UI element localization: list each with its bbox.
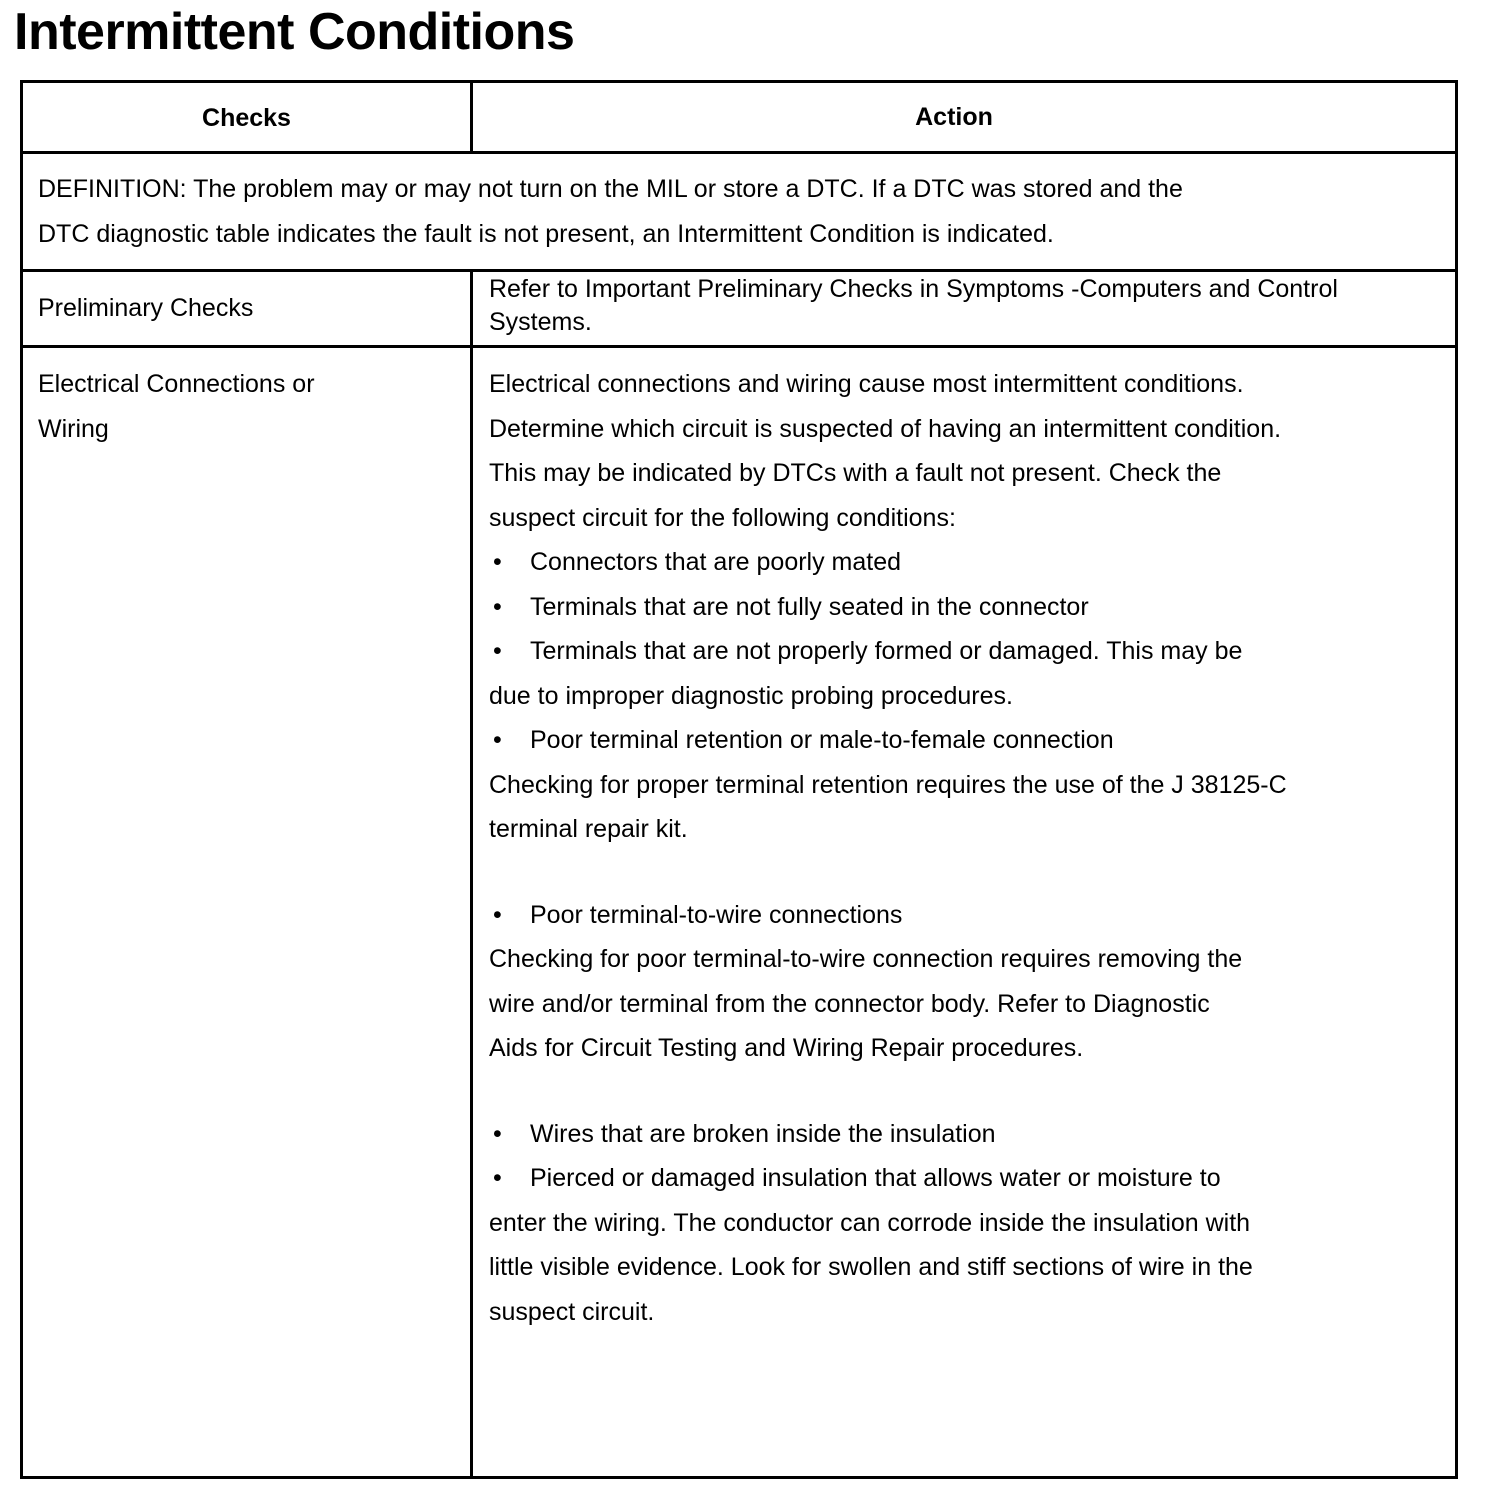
bullet-item <box>489 718 1287 763</box>
bullet-text: Wires that are broken inside the insulation <box>530 1119 996 1148</box>
bullet-icon: • <box>493 592 502 621</box>
checks-column-header: Checks <box>202 104 291 132</box>
wire-note-line: wire and/or terminal from the connector body. Refer to Diagnostic <box>489 989 1210 1018</box>
bullet-text: Poor terminal retention or male-to-female connection <box>530 726 1114 754</box>
bullet-item <box>489 585 1287 630</box>
column-divider-preliminary <box>470 269 473 349</box>
definition-text <box>38 167 1183 256</box>
bullet-icon: • <box>493 1119 502 1148</box>
bullet-text: Pierced or damaged insulation that allows water or moisture to <box>530 1164 1221 1192</box>
bullet-continuation: due to improper diagnostic probing procedures. <box>489 681 1013 710</box>
definition-line: DTC diagnostic table indicates the fault is not present, an Intermittent Condition is indicated. <box>38 219 1054 248</box>
preliminary-checks-label: Preliminary Checks <box>38 294 254 322</box>
bullet-text: Terminals that are not properly formed or damaged. This may be <box>530 637 1243 665</box>
bullet-item <box>489 540 1287 585</box>
paragraph-spacer <box>489 1071 1287 1112</box>
bullet-continuation: enter the wiring. The conductor can corrode inside the insulation with <box>489 1208 1251 1237</box>
bullet-continuation: little visible evidence. Look for swollen and stiff sections of wire in the <box>489 1253 1253 1281</box>
bullet-item <box>489 1112 1287 1157</box>
bullet-icon: • <box>493 637 502 665</box>
retention-note-line: terminal repair kit. <box>489 815 688 843</box>
electrical-connections-label <box>38 362 315 451</box>
electrical-connections-action <box>489 362 1287 1334</box>
intro-line: Electrical connections and wiring cause most intermittent conditions. <box>489 370 1244 398</box>
header-row-divider <box>23 151 1455 154</box>
bullet-icon: • <box>493 726 502 754</box>
action-column-header: Action <box>915 103 993 131</box>
wire-note-line: Aids for Circuit Testing and Wiring Repair procedures. <box>489 1034 1084 1062</box>
electrical-label-line: Electrical Connections or <box>38 370 315 398</box>
bullet-icon: • <box>493 548 502 576</box>
preliminary-checks-action <box>489 273 1338 339</box>
definition-line: DEFINITION: The problem may or may not turn on the MIL or store a DTC. If a DTC was stored and the <box>38 175 1183 203</box>
bullet-text: Terminals that are not fully seated in the connector <box>530 592 1089 621</box>
intro-line: Determine which circuit is suspected of having an intermittent condition. <box>489 414 1282 443</box>
bullet-item <box>489 893 1287 938</box>
preliminary-action-line: Systems. <box>489 308 592 336</box>
intro-line: This may be indicated by DTCs with a fault not present. Check the <box>489 459 1222 487</box>
preliminary-row-divider <box>23 345 1455 348</box>
bullet-text: Connectors that are poorly mated <box>530 548 902 576</box>
definition-row-divider <box>23 269 1455 272</box>
retention-note-line: Checking for proper terminal retention requires the use of the J 38125-C <box>489 770 1287 799</box>
electrical-label-line: Wiring <box>38 414 109 443</box>
page-title: Intermittent Conditions <box>14 3 575 61</box>
wire-note-line: Checking for poor terminal-to-wire connection requires removing the <box>489 945 1243 973</box>
bullet-item <box>489 629 1287 674</box>
bullet-continuation: suspect circuit. <box>489 1297 655 1326</box>
intermittent-conditions-table <box>20 80 1458 1479</box>
bullet-item <box>489 1156 1287 1201</box>
bullet-icon: • <box>493 900 502 929</box>
intro-line: suspect circuit for the following conditions: <box>489 503 956 532</box>
column-divider-electrical <box>470 345 473 1476</box>
bullet-icon: • <box>493 1164 502 1192</box>
preliminary-action-line: Refer to Important Preliminary Checks in Symptoms -Computers and Control <box>489 275 1338 303</box>
paragraph-spacer <box>489 852 1287 893</box>
bullet-text: Poor terminal-to-wire connections <box>530 900 903 929</box>
